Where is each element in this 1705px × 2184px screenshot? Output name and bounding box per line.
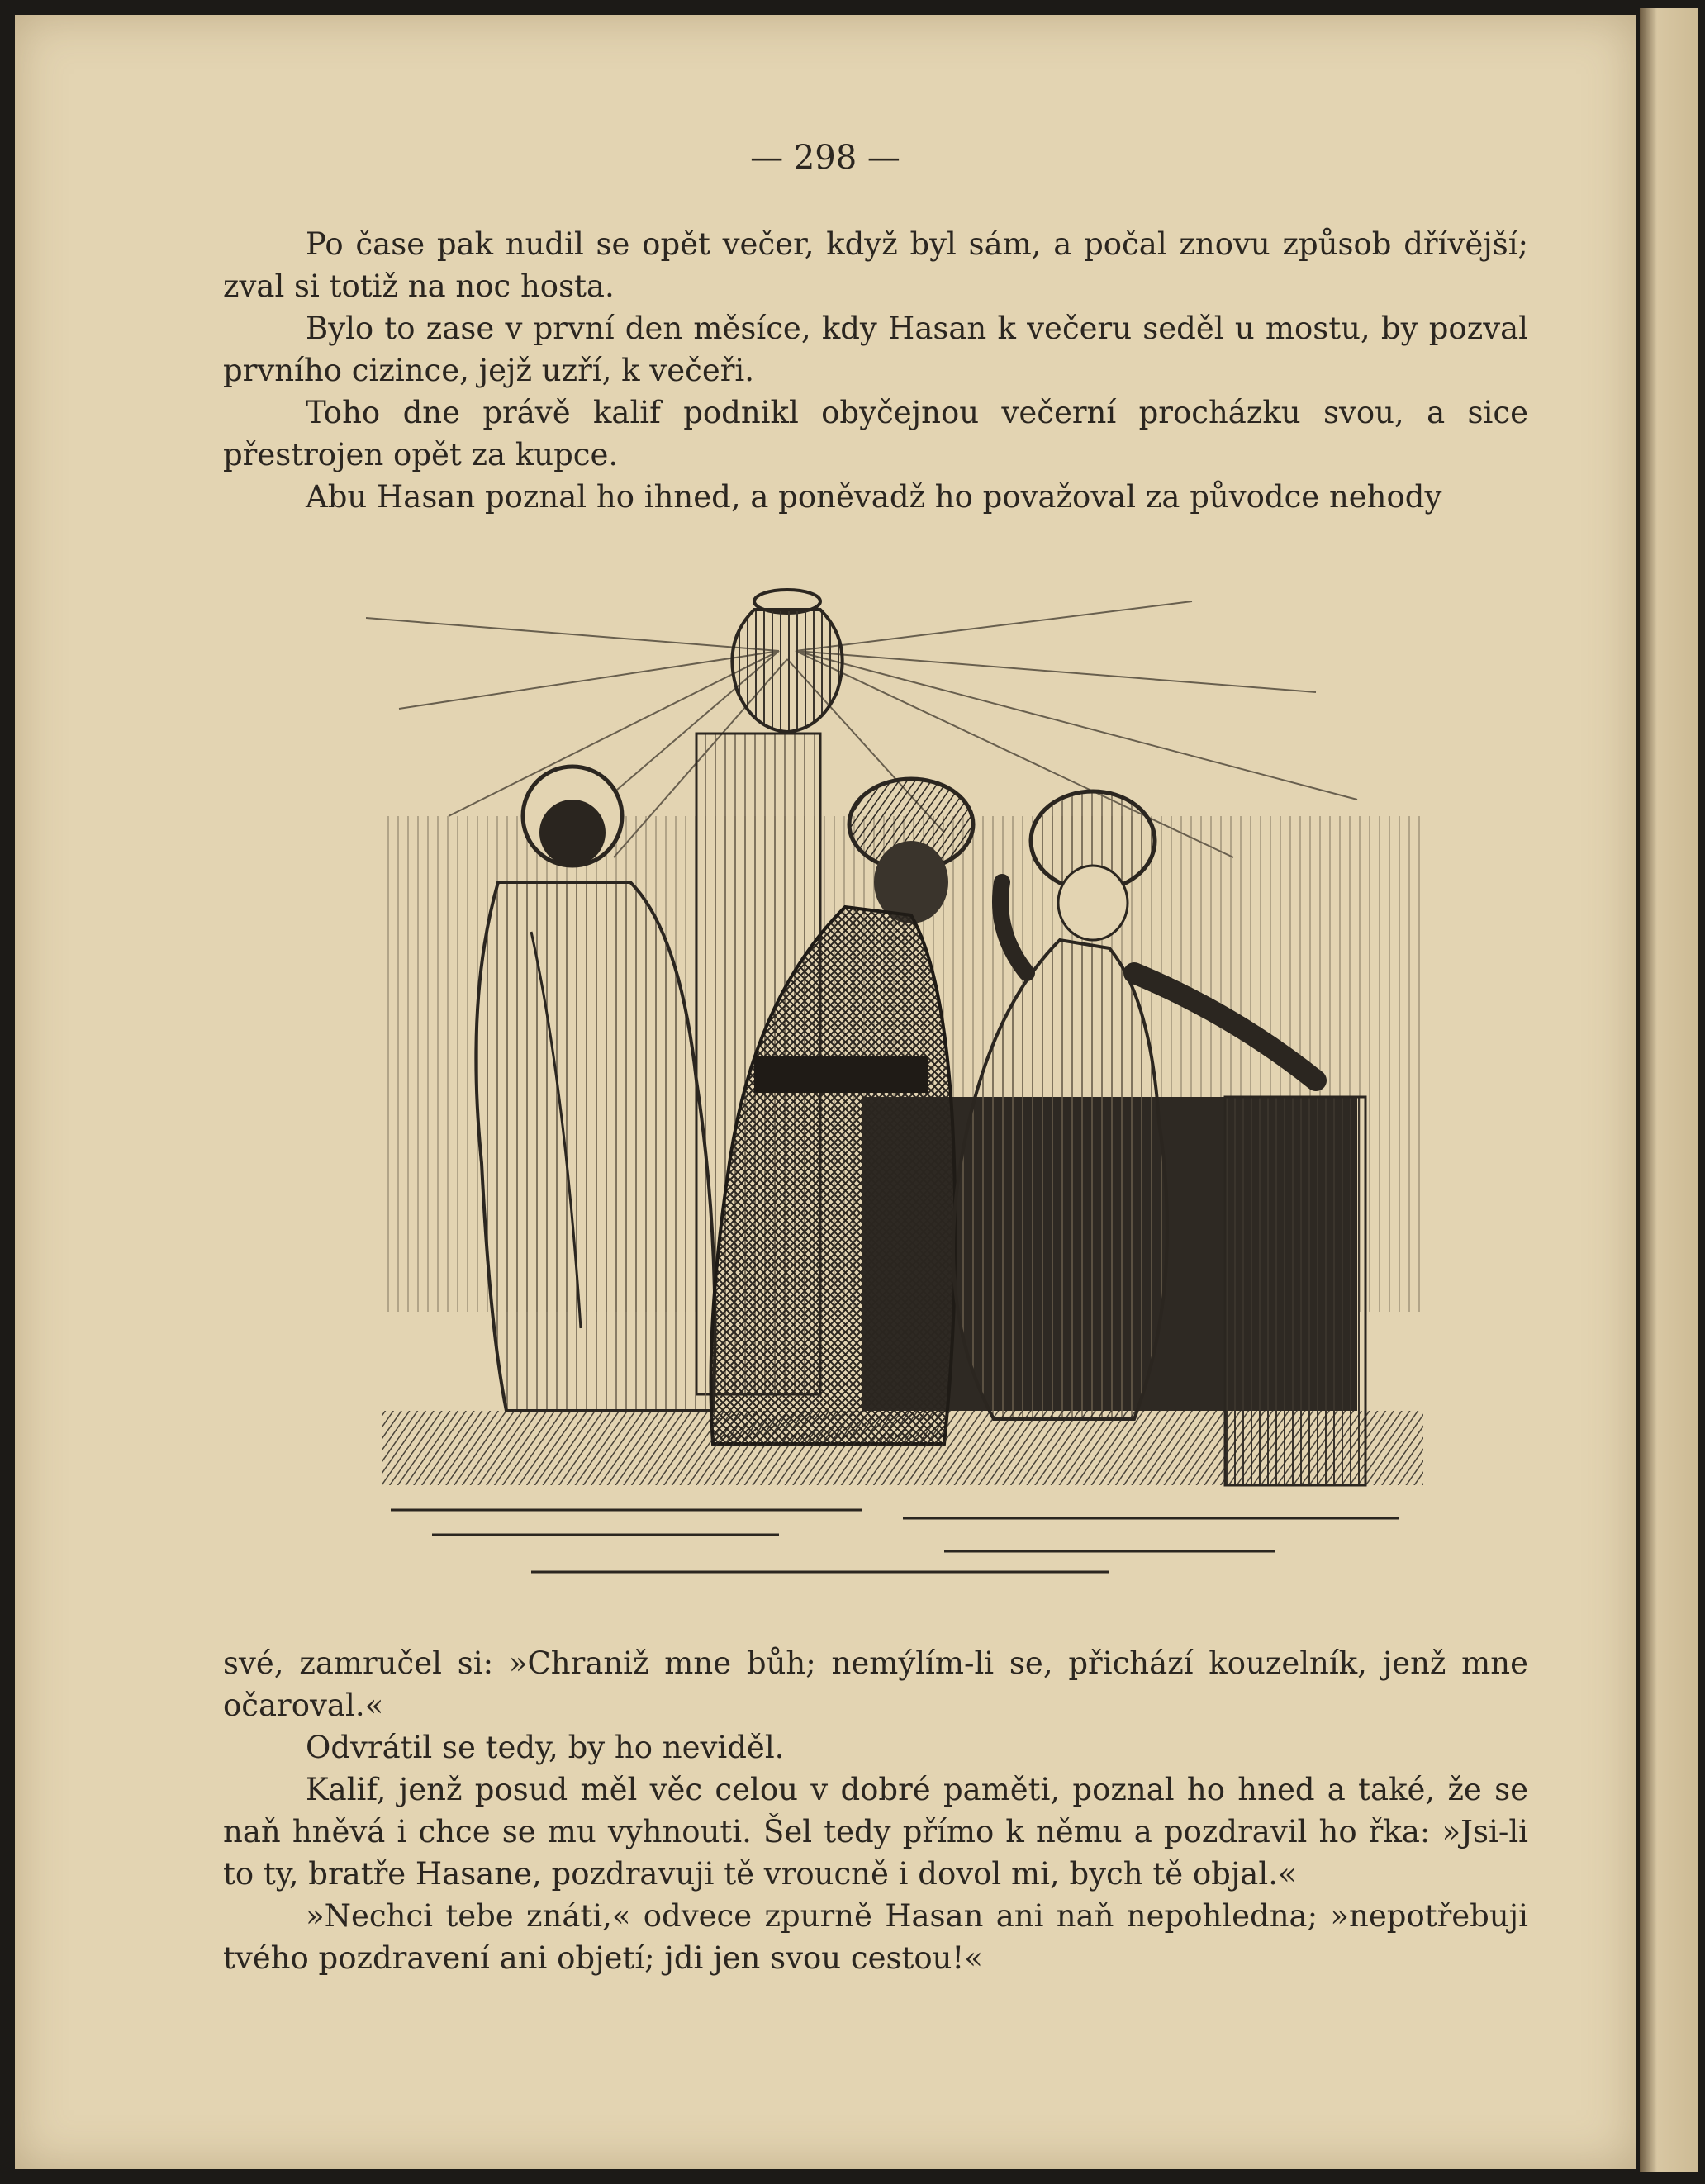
paragraph: Abu Hasan poznal ho ihned, a poněvadž ho považoval za původce nehody (306, 479, 1442, 515)
upper-text (223, 223, 1528, 518)
paragraph: Toho dne právě kalif podnikl obyčejnou večerní procházku svou, a sice přestrojen opět za kupce. (223, 395, 1528, 472)
book-gutter (1640, 8, 1698, 2172)
paragraph: Odvrátil se tedy, by ho neviděl. (306, 1730, 785, 1765)
jar (732, 590, 842, 732)
ground (382, 1411, 1423, 1485)
paragraph: Bylo to zase v první den měsíce, kdy Hasan k večeru seděl u mostu, by pozval prvního cizince, jejž uzří, k večeři. (223, 311, 1528, 388)
paragraph: své, zamručel si: »Chraniž mne bůh; nemýlím-li se, přichází kouzelník, jenž mne očaroval.« (223, 1645, 1528, 1723)
engraving-illustration (366, 585, 1440, 1601)
engraving-svg (366, 585, 1440, 1601)
paragraph: Po čase pak nudil se opět večer, když byl sám, a počal znovu způsob dřívější; zval si totiž na noc hosta. (223, 226, 1528, 304)
book-page (15, 15, 1636, 2169)
ground-lines (391, 1510, 1399, 1572)
paragraph: »Nechci tebe znáti,« odvece zpurně Hasan ani naň nepohledna; »nepotřebuji tvého pozdravení ani objetí; jdi jen svou cestou!« (223, 1898, 1528, 1976)
lower-text (223, 1642, 1528, 1979)
paragraph: Kalif, jenž posud měl věc celou v dobré paměti, poznal ho hned a také, že se naň hněvá i chce se mu vyhnouti. Šel tedy přímo k němu a pozdravil ho řka: »Jsi-li to ty, bratře Hasane, pozdravuji tě vroucně i dovol mi, bych tě objal.« (223, 1772, 1528, 1892)
page-number: — 298 — (750, 139, 900, 177)
